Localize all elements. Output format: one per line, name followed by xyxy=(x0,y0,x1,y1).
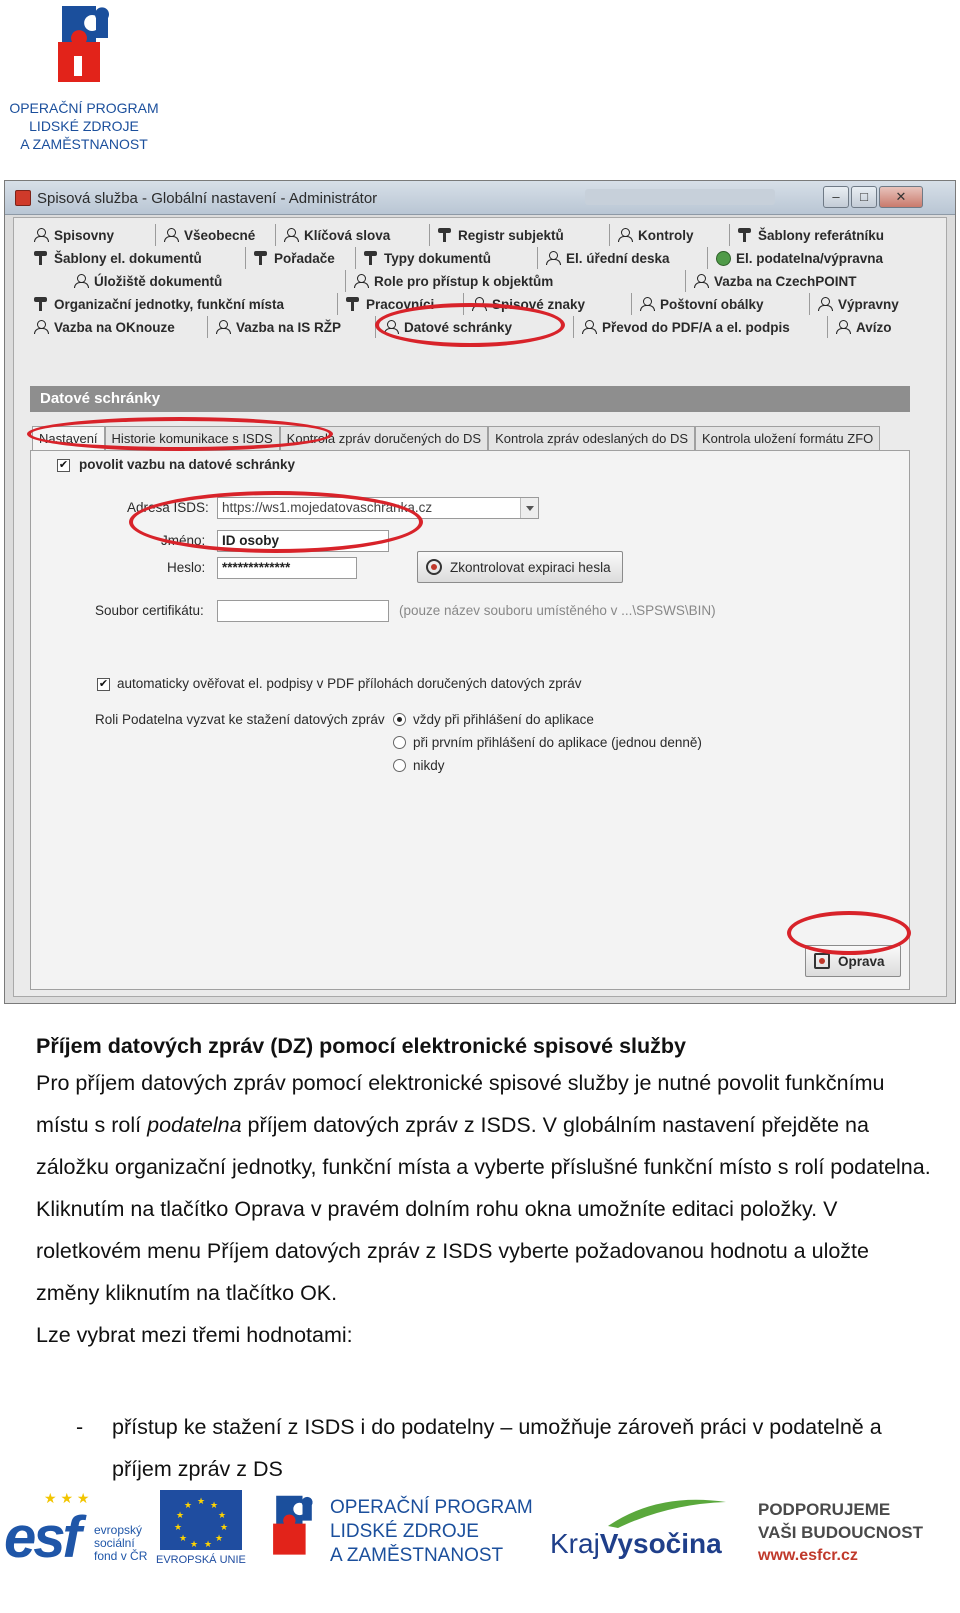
toolbar-item-label: El. podatelna/výpravna xyxy=(736,250,884,266)
user-icon xyxy=(284,228,298,242)
edit-icon xyxy=(814,953,830,969)
toolbar-item-klicova-slova[interactable] xyxy=(284,224,430,246)
toolbar-item-vseobecne[interactable] xyxy=(164,224,276,246)
paragraph xyxy=(36,1062,936,1314)
toolbar-item-label: Registr subjektů xyxy=(458,227,564,243)
toolbar-item-label: Vazba na CzechPOINT xyxy=(714,273,857,289)
podporujeme-text xyxy=(758,1498,923,1567)
user-icon xyxy=(618,228,632,242)
close-button[interactable]: ✕ xyxy=(879,186,923,208)
toolbar-item-sablony-referatniku[interactable] xyxy=(738,224,908,246)
tool-icon xyxy=(254,251,268,265)
certificate-input[interactable] xyxy=(217,600,389,622)
enable-ds-checkbox[interactable]: ✔ xyxy=(58,459,69,471)
tool-icon xyxy=(364,251,378,265)
password-label: Heslo: xyxy=(167,560,206,575)
eu-flag-icon: ★ ★ ★ ★ ★ ★ ★ ★ ★ ★ ★ xyxy=(160,1490,242,1550)
certificate-hint: (pouze název souboru umístěného v ...\SPSWS\BIN) xyxy=(399,603,716,618)
podp-line: PODPORUJEME xyxy=(758,1500,891,1519)
window-client xyxy=(13,217,947,997)
tool-icon xyxy=(34,297,48,311)
tool-icon xyxy=(34,251,48,265)
toolbar-item-label: Vazba na OKnouze xyxy=(54,319,175,335)
toolbar-item-label: Spisové znaky xyxy=(492,296,586,312)
toolbar-item-label: Šablony referátníku xyxy=(758,227,885,243)
user-icon xyxy=(354,274,368,288)
tool-icon xyxy=(438,228,452,242)
toolbar-item-label: Kontroly xyxy=(638,227,694,243)
esf-caption-line: evropský xyxy=(94,1523,143,1537)
toolbar-item-label: Úložiště dokumentů xyxy=(94,273,223,289)
toolbar-item-sablony-el-dokumentu[interactable] xyxy=(34,247,246,269)
toolbar-item-label: Spisovny xyxy=(54,227,115,243)
edit-button[interactable] xyxy=(805,945,901,977)
tab-nastaveni[interactable]: Nastavení xyxy=(32,426,105,451)
kraj-text xyxy=(550,1528,722,1560)
maximize-button[interactable]: □ xyxy=(851,186,877,208)
oplz-line: A ZAMĚSTNANOST xyxy=(330,1545,504,1566)
tab-kontrola-odeslanych[interactable]: Kontrola zpráv odeslaných do DS xyxy=(488,426,695,450)
user-icon xyxy=(74,274,88,288)
oplz-line: OPERAČNÍ PROGRAM xyxy=(330,1497,533,1518)
podporujeme-logo xyxy=(756,1494,956,1570)
toolbar-item-typy-dokumentu[interactable] xyxy=(364,247,538,269)
toolbar-item-label: Poštovní obálky xyxy=(660,296,764,312)
user-icon xyxy=(640,297,654,311)
name-input[interactable]: ID osoby xyxy=(217,530,389,552)
logo-line: OPERAČNÍ PROGRAM xyxy=(9,100,159,116)
toolbar-item-label: Avízo xyxy=(856,319,892,335)
esf-caption-line: sociální xyxy=(94,1536,135,1550)
kraj-vysocina-logo xyxy=(548,1498,738,1568)
certificate-label: Soubor certifikátu: xyxy=(95,603,204,618)
user-icon xyxy=(216,320,230,334)
toolbar-item-label: Šablony el. dokumentů xyxy=(54,250,202,266)
tab-bar xyxy=(32,426,880,450)
puzzle-logo-icon xyxy=(54,4,116,86)
footer-logos xyxy=(0,1486,960,1613)
tool-icon xyxy=(738,228,752,242)
toolbar-item-label: Pracovníci xyxy=(366,296,435,312)
toolbar-item-kontroly[interactable] xyxy=(618,224,730,246)
toolbar-item-label: Datové schránky xyxy=(404,319,513,335)
logo-text xyxy=(4,99,164,153)
radio-option-label: nikdy xyxy=(413,758,445,773)
isds-address-label: Adresa ISDS: xyxy=(127,500,209,515)
toolbar-item-label: Převod do PDF/A a el. podpis xyxy=(602,319,790,335)
role-prompt-label: Roli Podatelna vyzvat ke stažení datových zpráv xyxy=(95,712,385,727)
esf-logo xyxy=(4,1490,154,1570)
toolbar-item-label: Pořadače xyxy=(274,250,335,266)
check-expiry-button[interactable] xyxy=(417,551,623,583)
toolbar-item-label: Role pro přístup k objektům xyxy=(374,273,554,289)
kraj-word: Kraj xyxy=(550,1528,600,1559)
toolbar-row-2 xyxy=(34,247,934,269)
star-icon: ★ ★ ★ xyxy=(44,1490,90,1506)
logo-line: A ZAMĚSTNANOST xyxy=(20,136,148,152)
user-icon xyxy=(384,320,398,334)
toolbar-item-label: Klíčová slova xyxy=(304,227,391,243)
window-title: Spisová služba - Globální nastavení - Administrátor xyxy=(37,190,378,207)
role-name-italic: podatelna xyxy=(147,1113,242,1137)
podp-line: VAŠI BUDOUCNOST xyxy=(758,1523,923,1542)
toolbar-item-registr-subjektu[interactable] xyxy=(438,224,610,246)
user-icon xyxy=(546,251,560,265)
tab-kontrola-zfo[interactable]: Kontrola uložení formátu ZFO xyxy=(695,426,880,450)
toolbar-item-role-pro-pristup[interactable] xyxy=(354,270,686,292)
radio-option-always[interactable] xyxy=(393,713,406,726)
toolbar-item-el-podatelna[interactable] xyxy=(716,247,926,269)
oplz-line: LIDSKÉ ZDROJE xyxy=(330,1521,479,1542)
swoosh-icon xyxy=(608,1498,728,1528)
toolbar-row-4 xyxy=(34,293,936,315)
oplz-footer-text xyxy=(330,1496,533,1568)
toolbar-item-el-uredni-deska[interactable] xyxy=(546,247,708,269)
toolbar-item-label: Typy dokumentů xyxy=(384,250,492,266)
settings-panel xyxy=(30,450,910,990)
toolbar-item-postovni-obalky[interactable] xyxy=(640,293,810,315)
logo-line: LIDSKÉ ZDROJE xyxy=(29,118,139,134)
toolbar-item-vazba-czechpoint[interactable] xyxy=(694,270,890,292)
radio-option-label: při prvním přihlášení do aplikace (jednou denně) xyxy=(413,735,702,750)
password-input[interactable]: ************* xyxy=(217,557,357,579)
app-window xyxy=(4,180,956,1004)
document-body xyxy=(36,1030,936,1356)
section-heading: Příjem datových zpráv (DZ) pomocí elektronické spisové služby xyxy=(36,1034,686,1058)
radio-option-never[interactable] xyxy=(393,759,406,772)
paragraph-text: Pro příjem datových zpráv pomocí elektronické spisové služby je nutné povolit funkčnímu místu s rolí xyxy=(36,1071,885,1137)
tab-historie[interactable]: Historie komunikace s ISDS xyxy=(105,426,280,450)
check-expiry-label: Zkontrolovat expiraci hesla xyxy=(450,559,611,575)
name-label: Jméno: xyxy=(161,533,206,548)
user-icon xyxy=(472,297,486,311)
user-icon xyxy=(694,274,708,288)
chevron-down-icon[interactable] xyxy=(520,498,538,518)
toolbar-item-uloziste-dokumentu[interactable] xyxy=(74,270,346,292)
paragraph-text: příjem datových zpráv z ISDS. V globálním nastavení přejděte na záložku organizační jednotky, funkční místa a vyberte příslušné funkční místo s rolí podatelna. Kliknutím na tlačítko Oprava v pravém dolním rohu okna umožníte editaci položky. V roletkovém menu Příjem datových zpráv z ISDS vyberte požadovanou hodnotu a uložte změny kliknutím na tlačítko OK. xyxy=(36,1113,931,1305)
eu-logo xyxy=(156,1490,244,1566)
globe-icon xyxy=(716,251,730,265)
toolbar-item-label: Výpravny xyxy=(838,296,899,312)
vysocina-word: Vysočina xyxy=(599,1528,722,1559)
user-icon xyxy=(164,228,178,242)
toolbar-row-3 xyxy=(74,270,898,292)
eu-caption: EVROPSKÁ UNIE xyxy=(156,1554,246,1566)
paragraph: Lze vybrat mezi třemi hodnotami: xyxy=(36,1323,353,1347)
oplz-footer-logo xyxy=(268,1488,533,1568)
toolbar-item-poradace[interactable] xyxy=(254,247,356,269)
oplz-header-logo xyxy=(2,2,159,154)
toolbar-item-label: Všeobecné xyxy=(184,227,256,243)
blurred-area xyxy=(585,189,775,205)
esfcr-url: www.esfcr.cz xyxy=(758,1547,858,1564)
esf-mark: esf xyxy=(4,1505,79,1570)
minimize-button[interactable]: – xyxy=(823,186,849,208)
toolbar-item-label: El. úřední deska xyxy=(566,250,670,266)
toolbar-item-avizo[interactable] xyxy=(836,316,916,338)
section-title: Datové schránky xyxy=(30,386,910,412)
toolbar-item-pracovnici[interactable] xyxy=(346,293,464,315)
toolbar-item-spisovny[interactable] xyxy=(34,224,156,246)
password-check-icon xyxy=(426,559,442,575)
toolbar-item-vazba-is-rzp[interactable] xyxy=(216,316,376,338)
puzzle-logo-icon xyxy=(270,1488,318,1564)
radio-option-first-login[interactable] xyxy=(393,736,406,749)
toolbar-item-label: Organizační jednotky, funkční místa xyxy=(54,296,285,312)
user-icon xyxy=(836,320,850,334)
esf-caption-line: fond v ČR xyxy=(94,1549,148,1563)
toolbar-row-1 xyxy=(34,224,916,246)
toolbar-item-spisove-znaky[interactable] xyxy=(472,293,632,315)
toolbar-item-vazba-oknouze[interactable] xyxy=(34,316,208,338)
radio-option-label: vždy při přihlášení do aplikace xyxy=(413,712,594,727)
toolbar-item-label: Vazba na IS RŽP xyxy=(236,319,342,335)
esf-caption xyxy=(94,1524,147,1563)
user-icon xyxy=(34,320,48,334)
tool-icon xyxy=(346,297,360,311)
auto-verify-label: automaticky ověřovat el. podpisy v PDF přílohách doručených datových zpráv xyxy=(117,676,582,691)
toolbar-item-vypravny[interactable] xyxy=(818,293,928,315)
title-bar xyxy=(5,181,955,215)
edit-button-label: Oprava xyxy=(838,953,885,969)
toolbar-item-prevod-pdfa[interactable] xyxy=(582,316,828,338)
isds-address-select[interactable] xyxy=(217,497,539,519)
user-icon xyxy=(582,320,596,334)
user-icon xyxy=(34,228,48,242)
toolbar-item-organizacni-jednotky[interactable] xyxy=(34,293,338,315)
list-dash: - xyxy=(76,1415,84,1439)
user-icon xyxy=(818,297,832,311)
list-item-text: přístup ke stažení z ISDS i do podatelny – umožňuje zároveň práci v podatelně a příjem zpráv z DS xyxy=(112,1415,882,1481)
isds-address-value: https://ws1.mojedatovaschranka.cz xyxy=(222,500,433,515)
auto-verify-checkbox[interactable]: ✔ xyxy=(98,678,109,690)
toolbar-item-datove-schranky[interactable] xyxy=(384,316,574,338)
app-icon xyxy=(15,190,31,206)
enable-ds-label: povolit vazbu na datové schránky xyxy=(79,457,296,472)
tab-kontrola-dorucenych[interactable]: Kontrola zpráv doručených do DS xyxy=(280,426,488,450)
toolbar-row-5 xyxy=(34,316,924,338)
